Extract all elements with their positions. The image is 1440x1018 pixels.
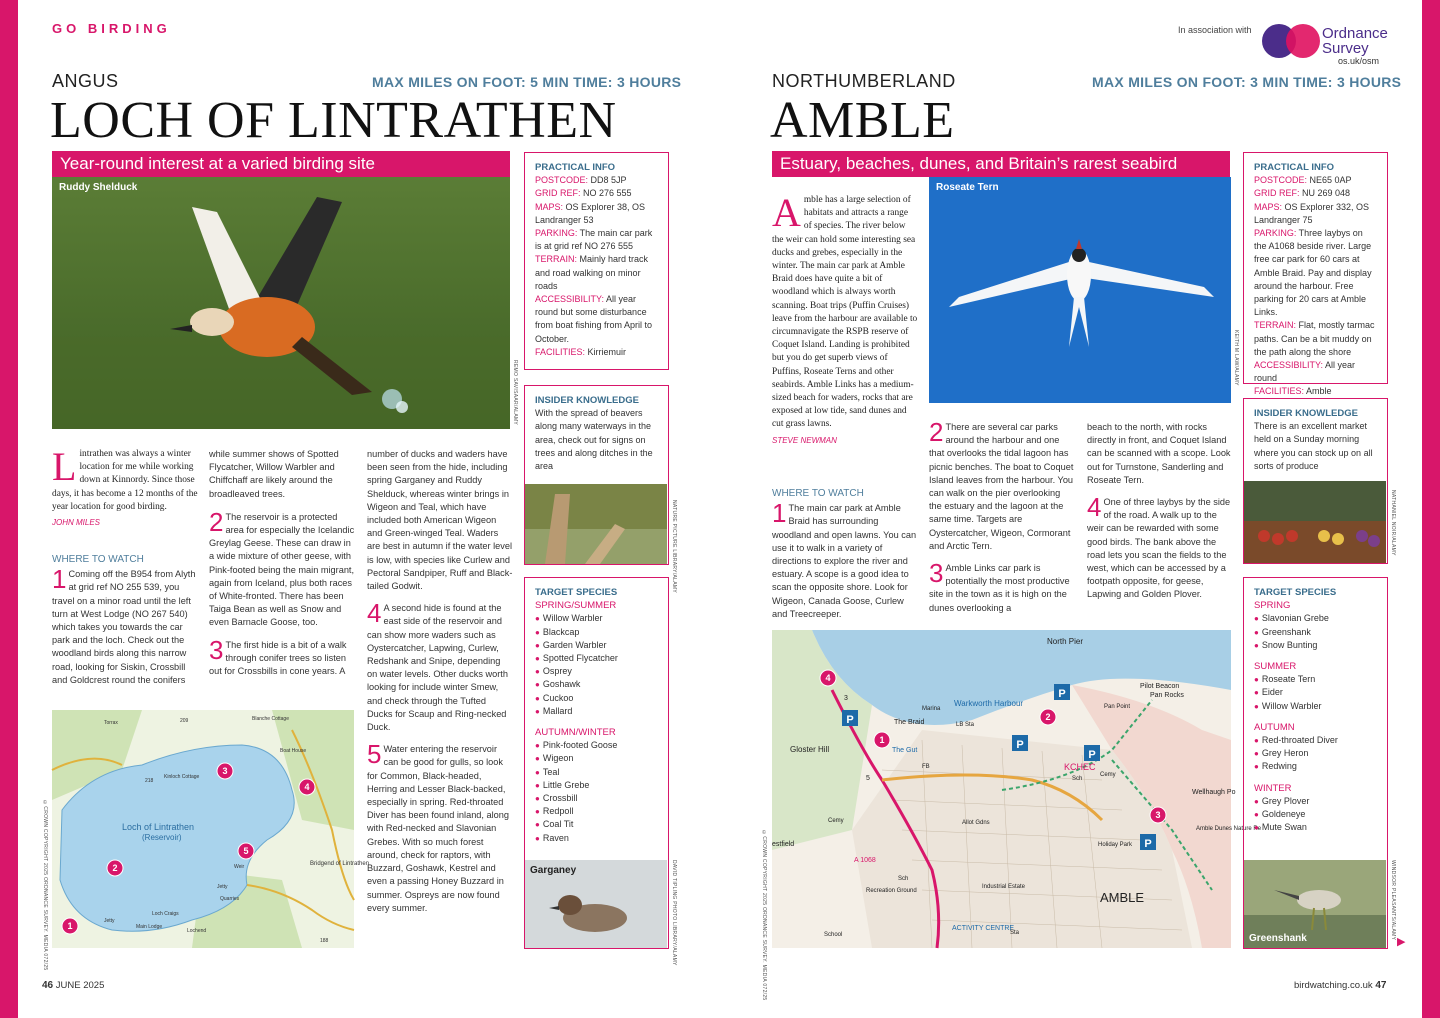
svg-text:P: P xyxy=(1088,749,1096,761)
svg-text:Jetty: Jetty xyxy=(217,884,228,890)
amble-map xyxy=(772,630,1262,948)
svg-text:Quarries: Quarries xyxy=(220,896,240,902)
svg-text:The Braid: The Braid xyxy=(894,719,925,726)
lintrathen-map xyxy=(52,710,370,948)
greenshank-photo: Greenshank xyxy=(1244,860,1386,948)
ordnance-survey-logo: Ordnance Survey os.uk/osm xyxy=(1262,24,1392,68)
svg-text:4: 4 xyxy=(825,673,831,683)
left-author: JOHN MILES xyxy=(52,518,101,528)
right-col-2: 2 There are several car parks around the harbour and one that overlooks the tidal lagoon has picnic benches. The boat to Coquet Island leaves from the harbour. You can walk on the pier overlooking the estuary and the lagoon at the same time. Targets are Oystercatcher, Wigeon, Cormorant and Arctic Tern. 3 Amble Links car park is potentially the most productive site in the town as it is high on the dunes overlooking a xyxy=(929,417,1074,613)
right-target-credit: WINDSOR PLEASANTS/ALAMY xyxy=(1390,860,1396,941)
svg-text:Sch: Sch xyxy=(1072,776,1083,782)
svg-text:(Reservoir): (Reservoir) xyxy=(142,833,182,842)
svg-text:Recreation Ground: Recreation Ground xyxy=(866,888,917,894)
svg-text:Marina: Marina xyxy=(922,706,941,712)
svg-text:P: P xyxy=(1058,688,1066,700)
svg-text:Lochend: Lochend xyxy=(187,928,207,934)
svg-text:A 1068: A 1068 xyxy=(854,857,876,864)
right-title: AMBLE xyxy=(770,92,955,149)
svg-text:ACTIVITY CENTRE: ACTIVITY CENTRE xyxy=(952,925,1015,932)
svg-text:209: 209 xyxy=(180,718,189,724)
svg-text:FB: FB xyxy=(922,764,930,770)
svg-text:Pan Rocks: Pan Rocks xyxy=(1150,692,1184,699)
left-footer: 46 JUNE 2025 xyxy=(42,980,105,991)
svg-text:Bridgend of Lintrathen: Bridgend of Lintrathen xyxy=(310,861,370,867)
svg-text:2: 2 xyxy=(1045,712,1051,722)
left-edge-bar xyxy=(0,0,18,1018)
next-page-arrow-icon: ▶ xyxy=(1397,936,1406,948)
left-maxmiles: MAX MILES ON FOOT: 5 MIN TIME: 3 HOURS xyxy=(372,74,682,90)
svg-text:Main Lodge: Main Lodge xyxy=(136,924,163,930)
left-col-1: WHERE TO WATCH 1 Coming off the B954 from Alyth at grid ref NO 255 539, you travel on a minor road until the left turn at West Lodge (NO 267 540) which takes you towards the car park and the loch. Check out the woodland birds along this narrow road, looking for Siskin, Crossbill and Goldcrest round the conifers xyxy=(52,554,196,685)
svg-text:Blanche Cottage: Blanche Cottage xyxy=(252,716,289,722)
right-insider-knowledge: INSIDER KNOWLEDGE There is an excellent market held on a Sunday morning where you can stock up on all sorts of produce xyxy=(1243,398,1388,564)
right-photo-caption: Roseate Tern xyxy=(936,182,999,193)
svg-text:Sta: Sta xyxy=(1010,930,1020,936)
left-photo-credit: REMO SAVISAAR/ALAMY xyxy=(512,360,518,426)
svg-text:Pan Point: Pan Point xyxy=(1104,704,1131,710)
roseate-tern-photo xyxy=(929,177,1231,403)
svg-text:1: 1 xyxy=(67,921,73,931)
svg-text:Kinloch Cottage: Kinloch Cottage xyxy=(164,774,200,780)
left-photo-caption: Ruddy Shelduck xyxy=(59,182,138,193)
left-map-credit: ©CROWN COPYRIGHT 2025 ORDNANCE SURVEY. MEDIA 072/25 xyxy=(42,800,48,971)
left-col-2: while summer shows of Spotted Flycatcher, Willow Warbler and Chiffchaff are likely around the broadleaved trees. 2 The reservoir is a protected area for especially the Icelandic Greylag Geese. These can draw in a wide mixture of other geese, with Pink-footed being the main migrant, again from Iceland, plus both races of White-fronted. There has been Taiga Bean as well as Snow and even Barnacle Goose, too. 3 The first hide is a bit of a walk through conifer trees so listen out for Crossbills in cone years. A xyxy=(209,449,355,677)
svg-text:Cemy: Cemy xyxy=(1100,772,1116,778)
svg-text:Boat House: Boat House xyxy=(280,748,307,754)
svg-text:LB Sta: LB Sta xyxy=(956,722,975,728)
right-practical-info: PRACTICAL INFO POSTCODE: NE65 0AP GRID REF: NU 269 048 MAPS: OS Explorer 332, OS Landranger 75 PARKING: Three laybys on the A1068 beside river. Large free car park for 60 cars at Amble Braid. Pay and display around the harbour. Free parking for 20 cars at Amble Links. TERRAIN: Flat, mostly tarmac paths. Can be a bit muddy on the path along the shore ACCESSIBILITY: All year round FACILITIES: Amble xyxy=(1243,152,1388,384)
svg-text:4: 4 xyxy=(304,782,310,792)
svg-text:218: 218 xyxy=(145,778,154,784)
left-col-3: number of ducks and waders have been seen from the hide, including spring Garganey and Ruddy Shelduck, whereas winter brings in Wigeon and Teal, which have included both American Wigeon and Green-winged Teal. Waders are best in autumn if the water level is low, with species like Curlew and Pectoral Sandpiper, Ruff and Black-tailed Godwit. 4 A second hide is found at the east side of the reservoir and can show more waders such as Oystercatcher, Lapwing, Curlew, Redshank and Snipe, depending on water levels. Other ducks worth looking for include winter Smew, and check through the Tufted Ducks for Scaup and Ring-necked Duck. 5 Water entering the reservoir can be good for gulls, so look for Common, Black-headed, Herring and Lesser Black-backed, especially in spring. Red-throated Diver has been found inland, along with Red-necked and Slavonian Grebes. With so much forest around, check for raptors, with Buzzard, Goshawk, Kestrel and even a passing Honey Buzzard in summer. Ospreys are now found every summer. xyxy=(367,449,513,913)
left-insider-knowledge: INSIDER KNOWLEDGE With the spread of beavers along many waterways in the area, check out for signs on trees and along ditches in the area xyxy=(524,385,669,565)
right-col-3: beach to the north, with rocks directly in front, and Coquet Island can be scanned with a scope. Look out for Turnstone, Sanderling and Roseate Tern. 4 One of three laybys by the side of the road. A walk up to the weir can be rewarded with some good birds. The bank above the road lets you scan the fields to the west, which can be accessed by a footpath opposite, for geese, Lapwing and Golden Plover. xyxy=(1087,422,1231,600)
garganey-photo: Garganey xyxy=(525,860,667,948)
svg-text:2: 2 xyxy=(112,863,118,873)
svg-text:Wellhaugh Po: Wellhaugh Po xyxy=(1192,789,1236,796)
svg-text:Torrax: Torrax xyxy=(104,720,118,726)
svg-text:3: 3 xyxy=(222,766,228,776)
left-practical-info: PRACTICAL INFO POSTCODE: DD8 5JP GRID REF: NO 276 555 MAPS: OS Explorer 38, OS Landranger 53 PARKING: The main car park is at grid ref NO 276 555 TERRAIN: Mainly hard track and road walking on minor roads ACCESSIBILITY: All year round but some disturbance from boat fishing from April to October. FACILITIES: Kirriemuir xyxy=(524,152,669,370)
right-target-species: TARGET SPECIES SPRING ● Slavonian Grebe ● Greenshank ● Snow Bunting SUMMER ● Roseate Tern ● Eider ● Willow Warbler AUTUMN ● Red-throated Diver ● Grey Heron ● Redwing WINTER ● Grey Plover ● Goldeneye ● Mute Swan Greenshank xyxy=(1243,577,1388,949)
svg-text:Gloster Hill: Gloster Hill xyxy=(790,745,830,754)
svg-text:estfield: estfield xyxy=(772,841,795,848)
svg-text:North Pier: North Pier xyxy=(1047,637,1084,646)
svg-text:The Gut: The Gut xyxy=(892,747,918,754)
beaver-tree-photo xyxy=(525,484,667,564)
svg-text:Allot Gdns: Allot Gdns xyxy=(962,820,990,826)
right-footer: birdwatching.co.uk 47 xyxy=(1294,980,1387,991)
left-intro: Lintrathen was always a winter location for me while working down at Kinnordy. Since those days, it has become a 12 months of the year location for good birding. JOHN MILES xyxy=(52,448,198,529)
right-maxmiles: MAX MILES ON FOOT: 3 MIN TIME: 3 HOURS xyxy=(1092,74,1402,90)
left-banner: Year-round interest at a varied birding site xyxy=(52,151,510,177)
svg-text:Jetty: Jetty xyxy=(104,918,115,924)
right-author: STEVE NEWMAN xyxy=(772,435,837,445)
svg-text:3: 3 xyxy=(1155,810,1161,820)
svg-text:Loch of Lintrathen: Loch of Lintrathen xyxy=(122,822,195,832)
right-banner: Estuary, beaches, dunes, and Britain’s rarest seabird xyxy=(772,151,1230,177)
svg-text:P: P xyxy=(1144,838,1152,850)
svg-text:Holiday Park: Holiday Park xyxy=(1098,842,1133,848)
market-photo xyxy=(1244,481,1386,563)
right-intro: Amble has a large selection of habitats and attracts a range of species. The river below the weir can hold some interesting sea ducks and grebes, especially in the winter. The main car park at Amble Braid does have quite a bit of woodland which is always worth scanning. Boat trips (Puffin Cruises) leave from the harbour are available to circumnavigate the RSPB reserve of Coquet Island. Landing is prohibited but you do get superb views of Puffins, Roseate Terns and other seabirds. Amble Links has a medium-sized beach for waders, rocks that are exposed at low tide, sand dunes and cut grass lawns. STEVE NEWMAN xyxy=(772,194,918,447)
ruddy-shelduck-photo xyxy=(52,177,510,429)
section-label: GO BIRDING xyxy=(52,21,171,36)
svg-text:Amble Dunes Nature Re: Amble Dunes Nature Re xyxy=(1196,826,1262,832)
svg-text:Loch Craigs: Loch Craigs xyxy=(152,911,179,917)
svg-text:Sch: Sch xyxy=(898,876,909,882)
svg-text:5: 5 xyxy=(243,846,249,856)
svg-text:1: 1 xyxy=(879,735,885,745)
right-col-1: WHERE TO WATCH 1 The main car park at Amble Braid has surrounding woodland and open lawns. You can use it to walk in a variety of directions to explore the river and estuary. A scope is a good idea to scan the opposite shore. Look for Wigeon, Canada Goose, Curlew and Treecreeper. xyxy=(772,488,917,619)
right-edge-bar xyxy=(1422,0,1440,1018)
svg-text:P: P xyxy=(1016,739,1024,751)
svg-text:KCHEC: KCHEC xyxy=(1064,762,1096,772)
right-photo-credit: KEITH M LAW/ALAMY xyxy=(1233,330,1239,386)
left-target-species: TARGET SPECIES SPRING/SUMMER ● Willow Warbler ● Blackcap ● Garden Warbler ● Spotted Flycatcher ● Osprey ● Goshawk ● Cuckoo ● Mallard AUTUMN/WINTER ● Pink-footed Goose ● Wigeon ● Teal ● Little Grebe ● Crossbill ● Redpoll ● Coal Tit ● Raven Garganey xyxy=(524,577,669,949)
left-target-credit: DAVID TIPLING PHOTO LIBRARY/ALAMY xyxy=(671,860,677,966)
svg-text:Warkworth Harbour: Warkworth Harbour xyxy=(954,699,1024,708)
svg-text:AMBLE: AMBLE xyxy=(1100,890,1145,905)
left-title: LOCH OF LINTRATHEN xyxy=(50,92,617,149)
left-region: ANGUS xyxy=(52,71,119,91)
right-map-credit: ©CROWN COPYRIGHT 2025 ORDNANCE SURVEY. MEDIA 072/25 xyxy=(761,830,767,1001)
svg-text:Industrial Estate: Industrial Estate xyxy=(982,884,1026,890)
left-insider-credit: NATURE PICTURE LIBRARY/ALAMY xyxy=(671,500,677,593)
svg-text:Cemy: Cemy xyxy=(828,818,844,824)
svg-text:School: School xyxy=(824,932,843,938)
right-insider-credit: NATHANIEL NOIR/ALAMY xyxy=(1390,490,1396,556)
svg-text:5: 5 xyxy=(866,775,870,782)
svg-text:Pilot Beacon: Pilot Beacon xyxy=(1140,683,1180,690)
association-text: In association with xyxy=(1178,25,1252,35)
svg-text:3: 3 xyxy=(844,695,848,702)
right-region: NORTHUMBERLAND xyxy=(772,71,956,91)
svg-text:188: 188 xyxy=(320,938,329,944)
svg-text:P: P xyxy=(846,714,854,726)
svg-text:Weir: Weir xyxy=(234,864,245,870)
